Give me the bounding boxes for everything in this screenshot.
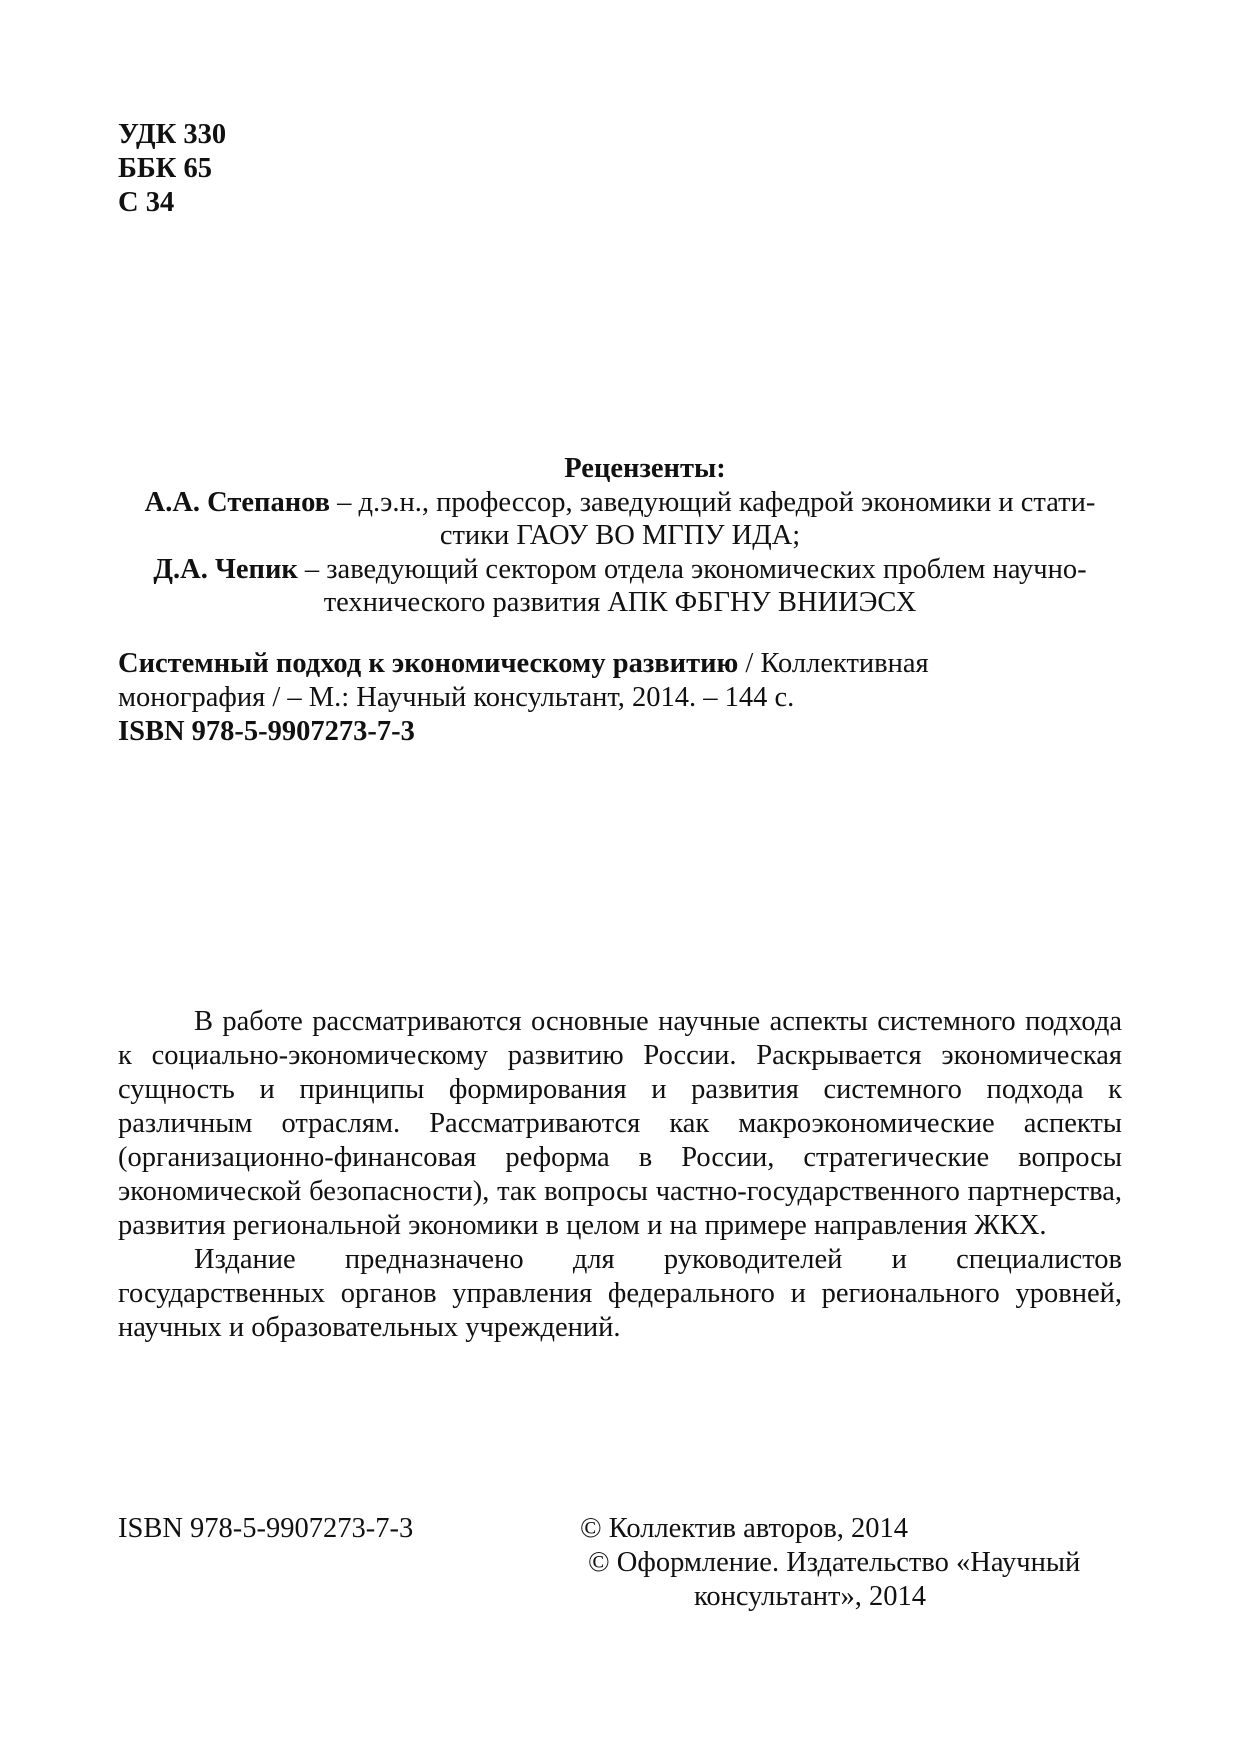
copyright-authors: © Коллектив авторов, 2014 [580,1513,909,1544]
reviewer-2-desc: – заведующий сектором отдела экономических проблем научно- [297,553,1087,585]
citation-type: / Коллективная [738,648,929,679]
reviewers-block [118,452,1122,620]
abstract [118,1005,1122,1345]
author-mark: С 34 [118,187,175,218]
abstract-paragraph-2: Издание предназначено для руководителей и специалистов государственных органов управления федерального и регионального уровней, научных и образовательных учреждений. [118,1244,1122,1343]
book-title: Системный подход к экономическому развитию [118,648,739,679]
udk-code: УДК 330 [118,119,227,150]
reviewer-2-line2: технического развития АПК ФБГНУ ВНИИЭСХ [323,587,917,618]
citation-line2: монография / – М.: Научный консультант, 2014. – 144 с. [118,682,795,713]
copyright-block [580,1512,1140,1614]
citation-isbn-text: ISBN 978-5-9907273-7-3 [118,716,415,747]
bbk-code: ББК 65 [118,153,212,184]
footer-isbn: ISBN 978-5-9907273-7-3 [118,1513,414,1544]
citation-isbn [118,715,1122,749]
reviewers-heading: Рецензенты: [564,453,726,484]
reviewer-1-name: А.А. Степанов [144,486,331,518]
citation-line1 [118,647,1122,681]
reviewer-2-name: Д.А. Чепик [153,553,298,585]
abstract-paragraph-1: В работе рассматриваются основные научные аспекты системного подхода к социально-экономическому развитию России. Раскрывается экономическая сущность и принципы формирования и развития системного подхода к различным отраслям. Рассматриваются как макроэкономические аспекты (организационно-финансовая реформа в России, стратегические вопросы экономической безопасности), так вопросы частно-государственного партнерства, развития региональной экономики в целом и на примере направления ЖКХ. [118,1006,1122,1241]
reviewer-1 [118,486,1122,553]
copyright-design-line1: © Оформление. Издательство «Научный [588,1547,1081,1578]
reviewer-1-desc: – д.э.н., профессор, заведующий кафедрой экономики и стати- [330,486,1096,518]
reviewer-1-line1 [118,486,1122,520]
copyright-design-line2: консультант», 2014 [694,1581,926,1612]
reviewer-1-line2: стики ГАОУ ВО МГПУ ИДА; [439,520,801,551]
classification-codes [118,118,226,220]
reviewer-2 [118,553,1122,620]
bibliographic-citation [118,647,1122,749]
reviewer-2-line1 [118,553,1122,587]
